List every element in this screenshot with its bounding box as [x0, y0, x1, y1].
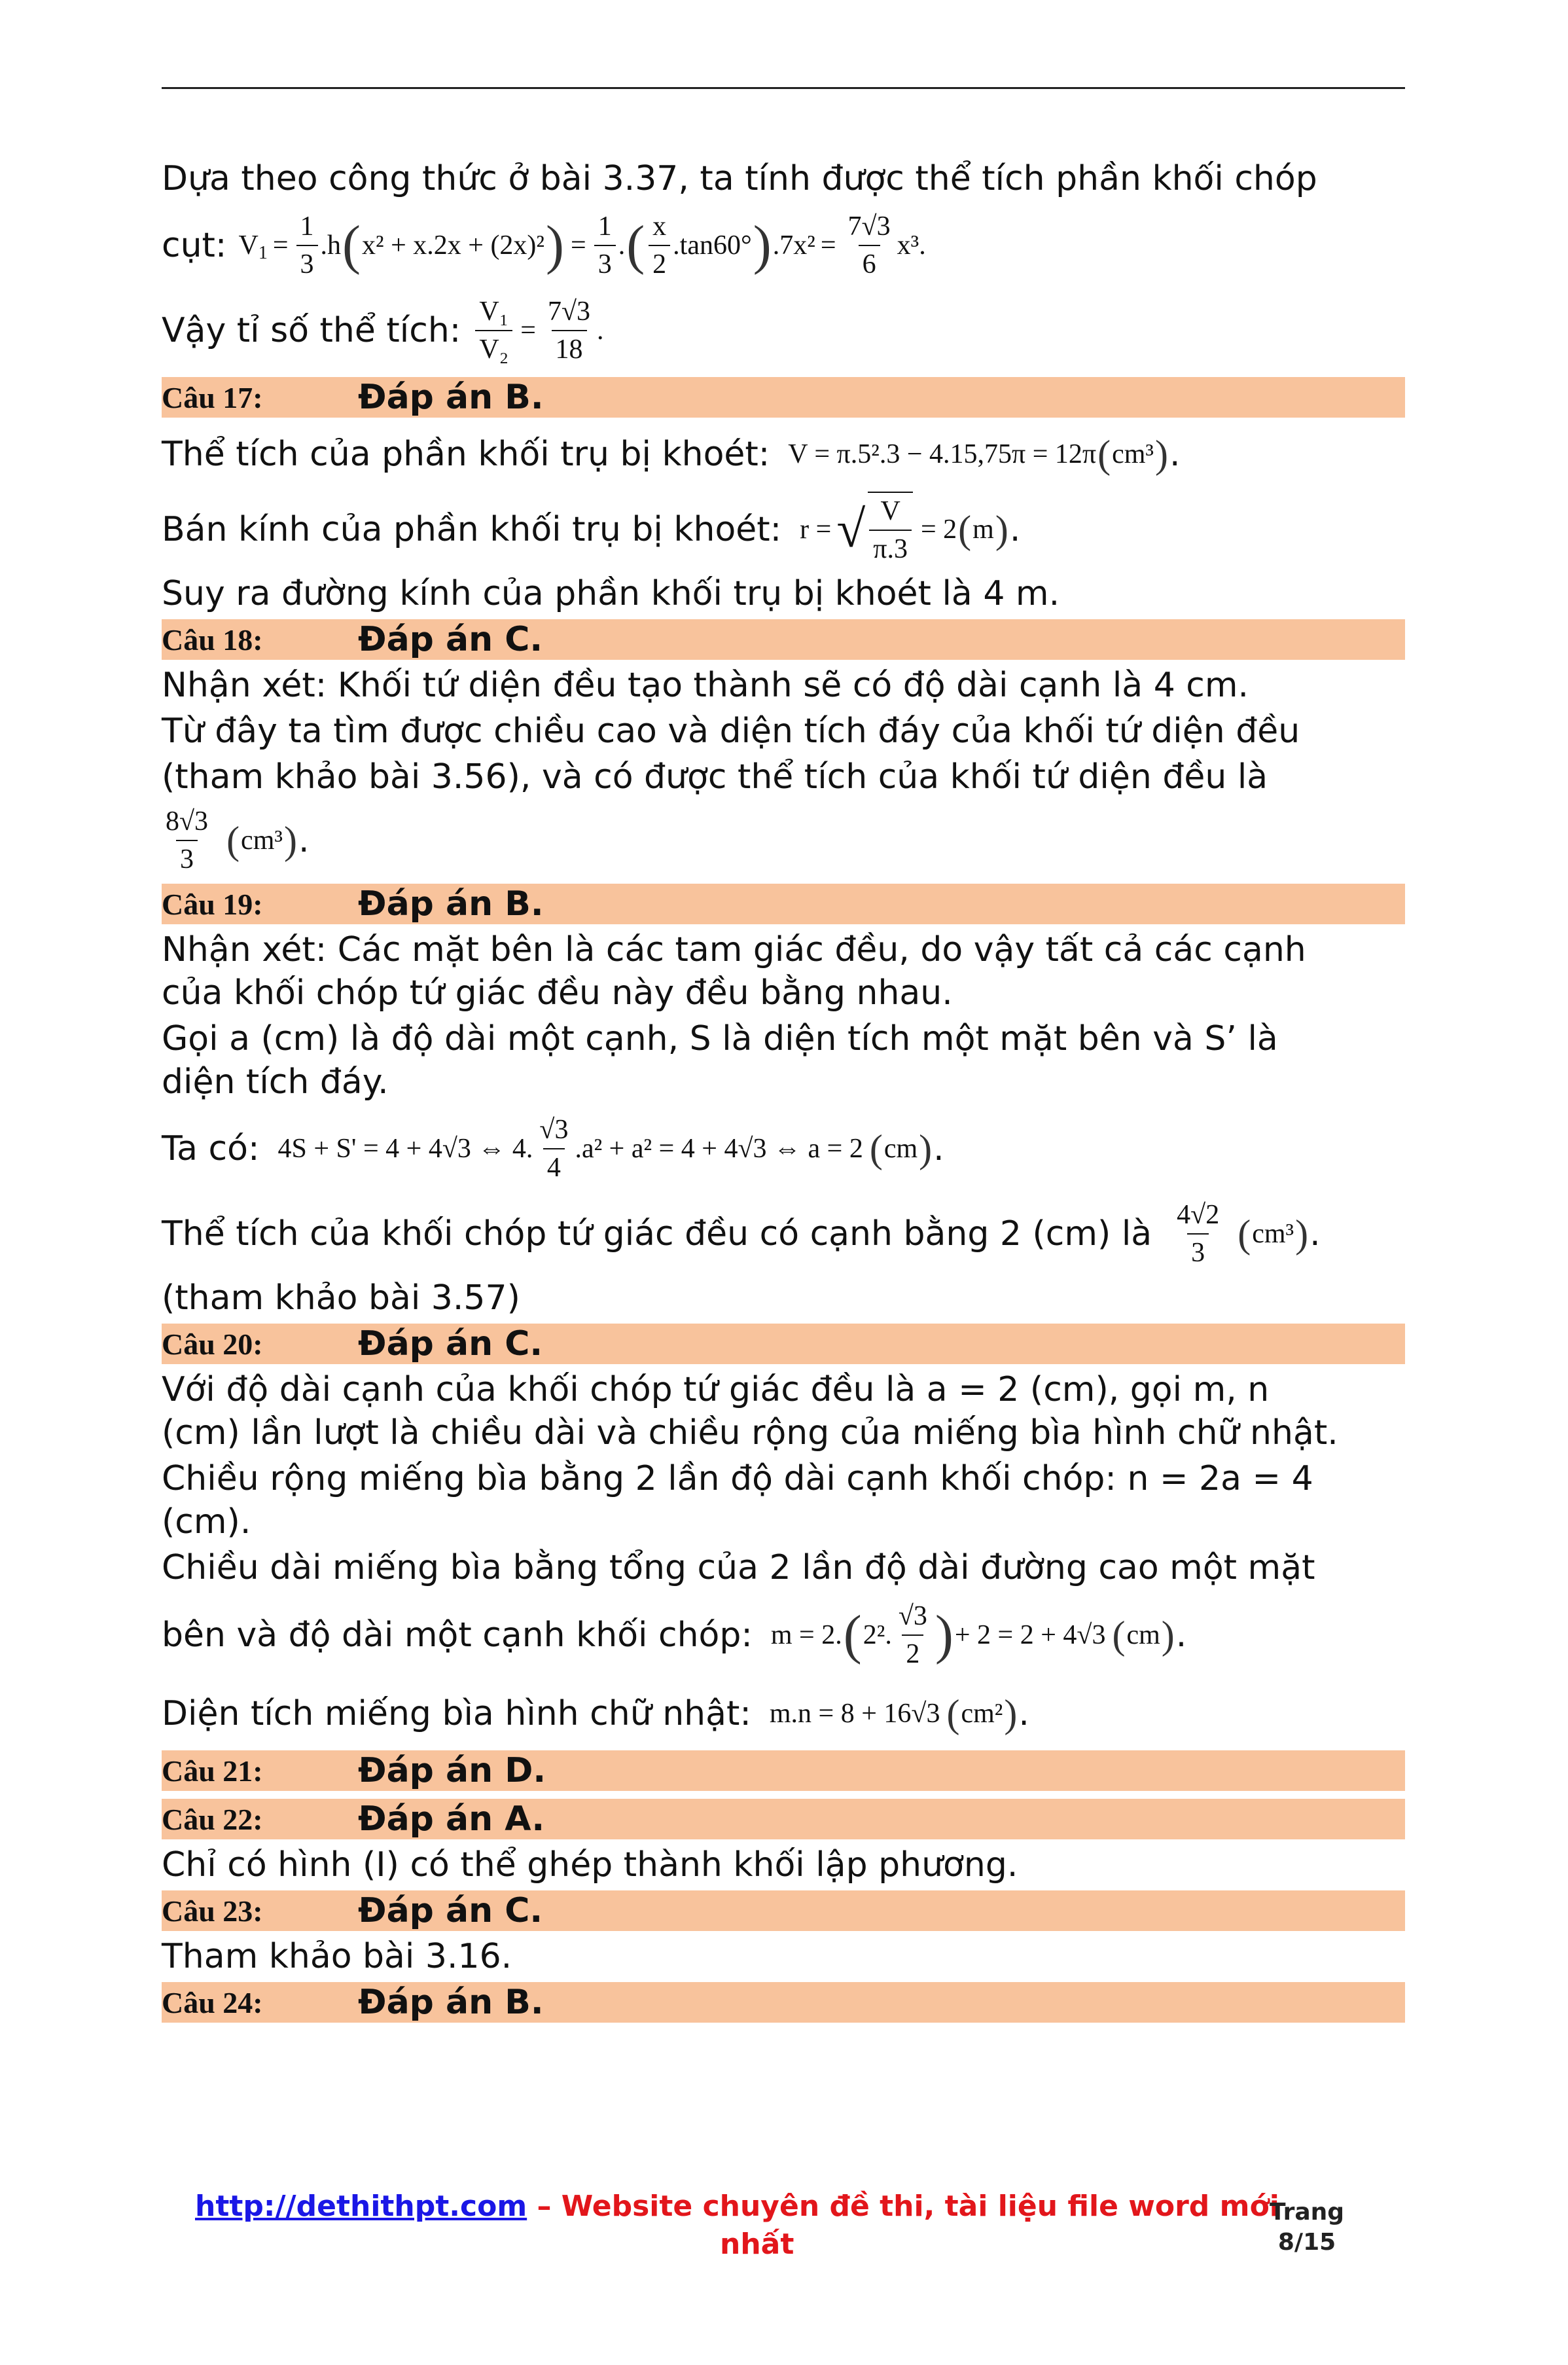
s20-length-b: 2². [863, 1620, 892, 1650]
question-24-label: Câu 24: [162, 1985, 263, 2019]
v1-dot: . [618, 230, 626, 261]
question-19-label: Câu 19: [162, 887, 263, 921]
v1-paren-close: ) [546, 215, 564, 276]
v1-lhs-sub: 1 [258, 243, 268, 263]
s18-volume-row [162, 801, 1405, 880]
s20-line-4: (cm). [162, 1502, 251, 1542]
s19-line-1: Nhận xét: Các mặt bên là các tam giác đều, do vậy tất cả các cạnh [162, 930, 1306, 969]
page-num: 8/15 [1277, 2229, 1336, 2256]
s17-line-3: Suy ra đường kính của phần khối trụ bị khoét là 4 m. [162, 574, 1060, 613]
s20-length-text: bên và độ dài một cạnh khối chóp: [162, 1616, 753, 1655]
s18-unit-paren-close: ) [283, 819, 297, 862]
s19-vol-paren-close: ) [1295, 1212, 1309, 1255]
s17-line-2-text: Bán kính của phần khối trụ bị khoét: [162, 510, 782, 549]
s17-line-1 [162, 422, 1405, 487]
s19-line-2: của khối chóp tứ giác đều này đều bằng nhau. [162, 973, 953, 1013]
s17-m-paren-open: ( [958, 508, 972, 551]
s19-line-3: Gọi a (cm) là độ dài một cạnh, S là diện tích một mặt bên và S’ là [162, 1019, 1278, 1058]
s20-unit-paren-close: ) [1161, 1614, 1175, 1657]
question-24-bar [162, 1982, 1405, 2023]
s17-radius-num: V [880, 496, 900, 526]
question-19-bar [162, 884, 1405, 924]
intro-line-2-prefix: cụt: [162, 226, 227, 265]
v1-mid-2: .7x² [772, 230, 815, 261]
question-18-label: Câu 18: [162, 623, 263, 657]
v1-inner: x² + x.2x + (2x)² [361, 230, 545, 261]
v1-frac-4-num: 7√3 [847, 211, 891, 242]
s19-equation-prefix: Ta có: [162, 1129, 260, 1168]
s17-radius-formula [800, 492, 1010, 568]
s20-line-3: Chiều rộng miếng bìa bằng 2 lần độ dài cạnh khối chóp: n = 2a = 4 [162, 1459, 1313, 1498]
s17-unit-paren-open: ( [1097, 433, 1111, 476]
s17-line-1-tail: . [1169, 435, 1181, 474]
question-20-label: Câu 20: [162, 1327, 263, 1361]
v1-formula [238, 208, 925, 283]
s19-vol-paren-open: ( [1238, 1212, 1251, 1255]
footer-line [195, 2190, 1279, 2223]
s19-volume-text: Thể tích của khối chóp tứ giác đều có cạnh bằng 2 (cm) là [162, 1214, 1152, 1254]
s17-radius-eq: = 2 [920, 515, 957, 545]
s19-volume-tail: . [1310, 1214, 1321, 1254]
question-23-label: Câu 23: [162, 1894, 263, 1928]
ratio-frac-v [475, 293, 512, 368]
v1-frac-3-num: x [652, 211, 667, 242]
question-20-bar [162, 1324, 1405, 1364]
s20-area-row [162, 1681, 1405, 1746]
question-18-answer: Đáp án C. [358, 620, 543, 659]
s20-area-tail: . [1018, 1694, 1029, 1733]
s19-equation-b: .a² + a² = 4 + 4√3 ⇔ a = 2 [575, 1134, 863, 1164]
s17-unit-paren-close: ) [1155, 433, 1169, 476]
s18-unit-paren-open: ( [226, 819, 240, 862]
s17-unit: cm³ [1112, 439, 1154, 469]
ratio-row [162, 288, 1405, 373]
header-rule [162, 87, 1405, 89]
s17-line-1-text: Thể tích của phần khối trụ bị khoét: [162, 435, 770, 474]
v1-tan: .tan60° [673, 230, 752, 261]
s20-paren-close: ) [935, 1604, 953, 1665]
s18-unit: cm³ [241, 825, 283, 856]
v1-eq-3: = [820, 230, 836, 261]
ratio-frac-value [544, 293, 594, 368]
intro-formula-row [162, 203, 1405, 288]
s19-equation-a: 4S + S' = 4 + 4√3 ⇔ 4. [277, 1134, 533, 1164]
v1-tail: x³. [897, 230, 926, 261]
v1-paren-open: ( [342, 215, 361, 276]
page-content [162, 157, 1405, 2027]
question-22-label: Câu 22: [162, 1802, 263, 1836]
question-17-answer: Đáp án B. [358, 378, 544, 417]
sqrt-symbol: √ [836, 501, 866, 558]
s20-unit-paren-open: ( [1112, 1614, 1126, 1657]
s20-area-formula [770, 1686, 1018, 1741]
question-17-label: Câu 17: [162, 380, 263, 414]
s17-radius-frac [868, 492, 913, 568]
s20-line-1: Với độ dài cạnh của khối chóp tứ giác đều là a = 2 (cm), gọi m, n [162, 1370, 1270, 1409]
s20-length-formula [771, 1598, 1176, 1672]
s20-length-unit: cm [1126, 1620, 1160, 1650]
s17-radius-den: π.3 [869, 530, 912, 568]
s17-volume-math: V = π.5².3 − 4.15,75π = 12π [788, 439, 1097, 469]
s19-frac-den: 4 [543, 1148, 565, 1186]
question-21-answer: Đáp án D. [358, 1751, 546, 1790]
s19-line-4: diện tích đáy. [162, 1062, 389, 1102]
s18-volume-frac [162, 803, 212, 878]
s18-line-1: Nhận xét: Khối tứ diện đều tạo thành sẽ có độ dài cạnh là 4 cm. [162, 666, 1249, 705]
s20-paren-open: ( [843, 1604, 862, 1665]
s20-length-row [162, 1589, 1405, 1681]
question-24-answer: Đáp án B. [358, 1983, 544, 2022]
v1-frac-1-num: 1 [300, 211, 314, 242]
s19-volume-row [162, 1191, 1405, 1276]
v1-frac-2-den: 3 [594, 245, 616, 283]
question-22-bar [162, 1799, 1405, 1839]
s20-line-2: (cm) lần lượt là chiều dài và chiều rộng của miếng bìa hình chữ nhật. [162, 1413, 1338, 1453]
s19-volume-frac [1173, 1197, 1223, 1271]
question-23-bar [162, 1890, 1405, 1931]
ratio-eq: = [520, 316, 536, 346]
s20-length-frac [895, 1598, 931, 1672]
ratio-tail: . [597, 316, 604, 346]
v1-eq-2: = [571, 230, 586, 261]
v1-frac-1 [296, 208, 318, 283]
s18-line-3: (tham khảo bài 3.56), và có được thể tích của khối tứ diện đều là [162, 757, 1268, 797]
footer-text-2: nhất [720, 2228, 794, 2261]
s20-line-5: Chiều dài miếng bìa bằng tổng của 2 lần độ dài đường cao một mặt [162, 1548, 1315, 1587]
s19-unit-paren-open: ( [869, 1127, 883, 1170]
s19-frac-num: √3 [539, 1115, 569, 1145]
s23-line-1: Tham khảo bài 3.16. [162, 1937, 512, 1976]
s18-frac-num: 8√3 [166, 806, 209, 837]
s20-length-a: m = 2. [770, 1620, 842, 1650]
s20-area-unit: cm² [961, 1699, 1003, 1729]
question-21-bar [162, 1750, 1405, 1791]
ratio-value-den: 18 [552, 330, 587, 368]
v1-frac-3 [649, 208, 670, 283]
page-label: Trang [1270, 2199, 1345, 2226]
s19-equation-tail: . [933, 1129, 944, 1168]
page-number [1270, 2197, 1344, 2258]
question-18-bar [162, 619, 1405, 660]
ratio-num: V₁ [479, 297, 509, 327]
v1-mid-1: .h [320, 230, 341, 261]
s17-line-2-tail: . [1009, 510, 1021, 549]
s17-r: r = [800, 515, 832, 545]
v1-paren-close-2: ) [753, 215, 772, 276]
v1-eq: = [272, 230, 289, 261]
s20-area-paren-close: ) [1004, 1692, 1018, 1735]
question-20-answer: Đáp án C. [358, 1324, 543, 1363]
ratio-formula [472, 293, 603, 368]
s18-tail: . [298, 821, 310, 860]
s18-frac-den: 3 [176, 840, 198, 878]
s19-line-7: (tham khảo bài 3.57) [162, 1278, 520, 1318]
s19-volume-num: 4√2 [1177, 1200, 1220, 1230]
question-23-answer: Đáp án C. [358, 1891, 543, 1930]
question-17-bar [162, 377, 1405, 418]
s20-area-paren-open: ( [946, 1692, 960, 1735]
s17-volume-formula [788, 427, 1169, 482]
s19-volume-formula [1170, 1197, 1310, 1271]
s20-length-tail: . [1175, 1616, 1187, 1655]
s20-area-math: m.n = 8 + 16√3 [769, 1699, 940, 1729]
s18-volume-formula [162, 803, 298, 878]
s22-line-1: Chỉ có hình (I) có thể ghép thành khối lập phương. [162, 1845, 1018, 1885]
v1-lhs: V [238, 230, 258, 261]
s19-equation-row [162, 1106, 1405, 1191]
intro-line-1: Dựa theo công thức ở bài 3.37, ta tính được thể tích phần khối chóp [162, 159, 1317, 198]
s17-line-2 [162, 487, 1405, 572]
s19-equation-frac [535, 1111, 572, 1186]
s20-area-text: Diện tích miếng bìa hình chữ nhật: [162, 1694, 751, 1733]
v1-frac-4-den: 6 [859, 245, 880, 283]
ratio-value-num: 7√3 [547, 297, 591, 327]
footer-text: – Website chuyên đề thi, tài liệu file word mới [527, 2190, 1279, 2223]
s18-line-2: Từ đây ta tìm được chiều cao và diện tích đáy của khối tứ diện đều [162, 712, 1300, 751]
footer-link[interactable]: http://dethithpt.com [195, 2190, 527, 2223]
v1-frac-4 [844, 208, 895, 283]
v1-paren-open-2: ( [626, 215, 645, 276]
v1-frac-1-den: 3 [296, 245, 318, 283]
s17-m-unit: m [972, 515, 994, 545]
question-21-label: Câu 21: [162, 1754, 263, 1788]
v1-frac-2 [594, 208, 616, 283]
question-19-answer: Đáp án B. [358, 884, 544, 924]
v1-frac-2-num: 1 [597, 211, 612, 242]
s20-frac-den: 2 [902, 1634, 923, 1672]
ratio-den: V₂ [475, 330, 512, 368]
s19-unit: cm [883, 1134, 918, 1164]
ratio-prefix: Vậy tỉ số thể tích: [162, 311, 461, 350]
v1-frac-3-den: 2 [649, 245, 670, 283]
s19-volume-den: 3 [1187, 1233, 1209, 1271]
s17-m-paren-close: ) [995, 508, 1008, 551]
s20-frac-num: √3 [898, 1601, 927, 1631]
s19-volume-unit: cm³ [1252, 1219, 1294, 1249]
question-22-answer: Đáp án A. [358, 1799, 545, 1839]
s20-length-c: + 2 = 2 + 4√3 [954, 1620, 1106, 1650]
s19-unit-paren-close: ) [919, 1127, 933, 1170]
s19-equation [277, 1111, 933, 1186]
